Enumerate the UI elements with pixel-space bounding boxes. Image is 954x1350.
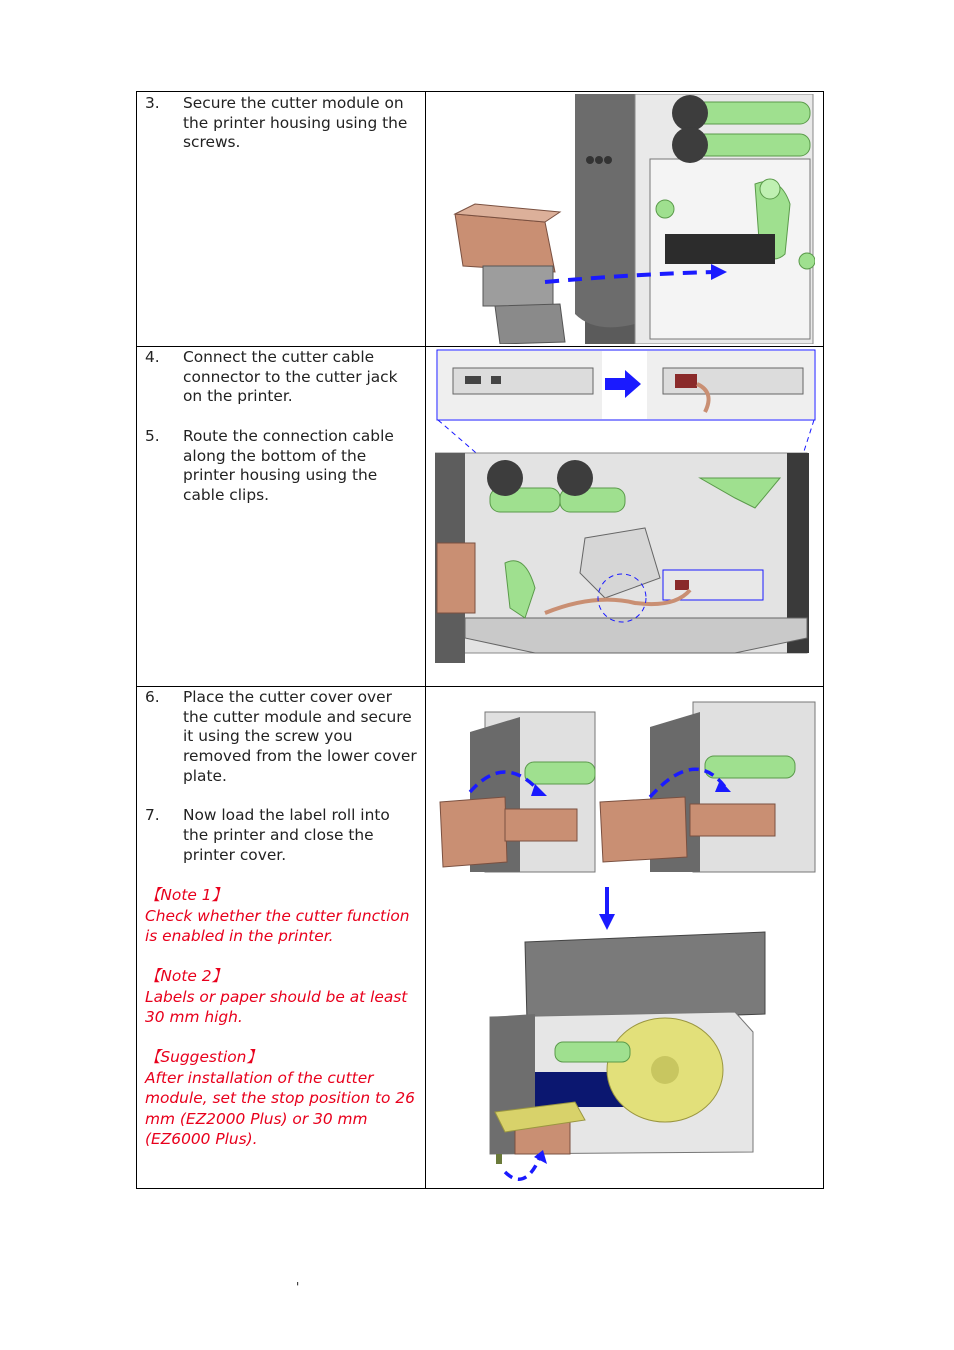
cable-connection-illustration (435, 348, 817, 682)
footer-mark: ' (296, 1280, 300, 1294)
note-text: Labels or paper should be at least 30 mm high. (145, 987, 408, 1027)
down-arrow-icon (599, 914, 615, 930)
printer-cover-open (525, 932, 765, 1022)
step-number: 3. (145, 94, 160, 112)
installed-cutter (437, 543, 475, 613)
print-mechanism (665, 234, 775, 264)
note-title: 【Note 2】 (145, 967, 227, 986)
printer-front-panel (575, 94, 635, 327)
connect-arrow-icon (605, 370, 641, 398)
step-text: Place the cutter cover over the cutter module and secure it using the screw you removed from the lower cover plate. (183, 688, 417, 785)
step-text: Secure the cutter module on the printer housing using the screws. (183, 94, 408, 152)
note-text: Check whether the cutter function is enabled in the printer. (145, 906, 410, 945)
cable-connector (675, 374, 697, 388)
row-1-text (137, 94, 425, 153)
step-3 (145, 94, 419, 153)
step-number: 6. (145, 688, 160, 706)
step-text: Connect the cutter cable connector to the cutter jack on the printer. (183, 348, 398, 406)
cutter-mount-illustration (435, 94, 815, 344)
screw-arrow (505, 1157, 540, 1179)
step-7 (145, 806, 419, 865)
row-2-text (137, 348, 425, 506)
bottom-plate (465, 618, 807, 653)
cutter-cover-illustration (435, 692, 817, 1184)
printer-view-right (693, 702, 815, 872)
step-number: 5. (145, 426, 160, 445)
note-1 (145, 885, 419, 947)
cutter-module (455, 214, 555, 272)
row-3-text (137, 688, 425, 1150)
step-text: Now load the label roll into the printer and close the printer cover. (183, 806, 390, 864)
row-divider-1 (137, 346, 823, 347)
row-divider-2 (137, 686, 823, 687)
instruction-table (136, 91, 824, 1189)
step-number: 7. (145, 806, 160, 825)
note-2 (145, 966, 419, 1028)
step-6 (145, 688, 419, 787)
note-text: After installation of the cutter module, set the stop position to 26 mm (EZ2000 Plus) or 30 mm (EZ6000 Plus). (145, 1068, 415, 1149)
note-title: 【Note 1】 (145, 886, 227, 904)
note-title: 【Suggestion】 (145, 1048, 262, 1067)
step-number: 4. (145, 348, 160, 366)
step-5 (145, 427, 419, 506)
suggestion (145, 1047, 419, 1150)
step-text: Route the connection cable along the bottom of the printer housing using the cable clips. (183, 426, 394, 504)
screw-icon (496, 1154, 502, 1164)
cutter-cover-left (440, 797, 507, 867)
cutter-cover-right (600, 797, 687, 862)
cutter-bracket (483, 266, 553, 306)
step-4 (145, 348, 419, 407)
column-divider (425, 92, 426, 1188)
